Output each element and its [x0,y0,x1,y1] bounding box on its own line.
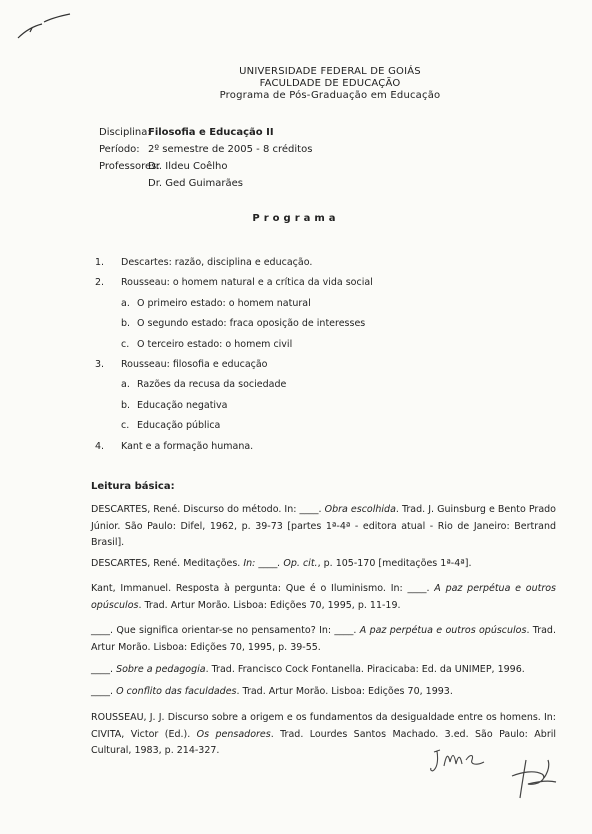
references-title: Leitura básica: [91,481,175,492]
list-subitem: a. Razões da recusa da sociedade [121,379,287,391]
list-item: 4. Kant e a formação humana. [95,440,254,452]
reference-entry: ____. Sobre a pedagogia. Trad. Francisco Cock Fontanella. Piracicaba: Ed. da UNIMEP, 1996. [91,664,525,675]
professor-2: Dr. Ged Guimarães [148,178,244,189]
list-subitem: c. Educação pública [121,420,221,432]
disciplina-value: Filosofia e Educação II [148,127,274,138]
periodo-label: Período: [99,144,140,155]
pen-scribble-mark [8,8,78,48]
reference-entry: ____. Que significa orientar-se no pensamento? In: ____. A paz perpétua e outros opúsculos. Trad. Artur Morão. Lisboa: Edições 70, 1995, p. 39-55. [91,625,556,653]
program-items [95,253,373,457]
periodo-value: 2º semestre de 2005 - 8 créditos [148,144,313,155]
disciplina-label: Disciplina: [99,127,151,138]
program-title: Programa [252,213,340,224]
list-subitem: c. O terceiro estado: o homem civil [121,338,293,350]
list-item: 1. Descartes: razão, disciplina e educação. [95,257,313,268]
faculty-name: FACULDADE DE EDUCAÇÃO [259,78,401,89]
professores-label: Professores: [99,161,160,172]
reference-entry: ROUSSEAU, J. J. Discurso sobre a origem e os fundamentos da desigualdade entre os homens. In: CIVITA, Victor (Ed.). Os pensadores. Trad. Lourdes Santos Machado. 3.ed. São Paulo: Abril Cultural, 1983, p. 214-327. [91,712,557,756]
handwritten-initials [428,742,498,776]
handwritten-signature [508,752,568,804]
reference-entry: Kant, Immanuel. Resposta à pergunta: Que é o Iluminismo. In: ____. A paz perpétua e outros opúsculos. Trad. Artur Morão. Lisboa: Edições 70, 1995, p. 11-19. [91,583,557,611]
institution-header [200,66,460,102]
course-info [99,124,312,192]
list-subitem: a. O primeiro estado: o homem natural [121,297,311,309]
list-item: 3. Rousseau: filosofia e educação [95,359,268,371]
reference-entry: DESCARTES, René. Meditações. In: ____. Op. cit., p. 105-170 [meditações 1ª-4ª]. [91,558,472,569]
program-name: Programa de Pós-Graduação em Educação [219,90,441,101]
list-subitem: b. Educação negativa [121,399,228,411]
list-item: 2. Rousseau: o homem natural e a crítica da vida social [95,277,373,289]
professor-1: Dr. Ildeu Coêlho [148,161,228,172]
university-name: UNIVERSIDADE FEDERAL DE GOIÁS [239,66,421,77]
reference-entry: ____. O conflito das faculdades. Trad. Artur Morão. Lisboa: Edições 70, 1993. [91,686,453,697]
list-subitem: b. O segundo estado: fraca oposição de interesses [121,318,366,330]
reference-entry: DESCARTES, René. Discurso do método. In: ____. Obra escolhida. Trad. J. Guinsburg e Bento Prado Júnior. São Paulo: Difel, 1962, p. 39-73 [partes 1ª-4ª - editora atual - Rio de Janeiro: Bertrand Brasil]. [91,504,556,548]
